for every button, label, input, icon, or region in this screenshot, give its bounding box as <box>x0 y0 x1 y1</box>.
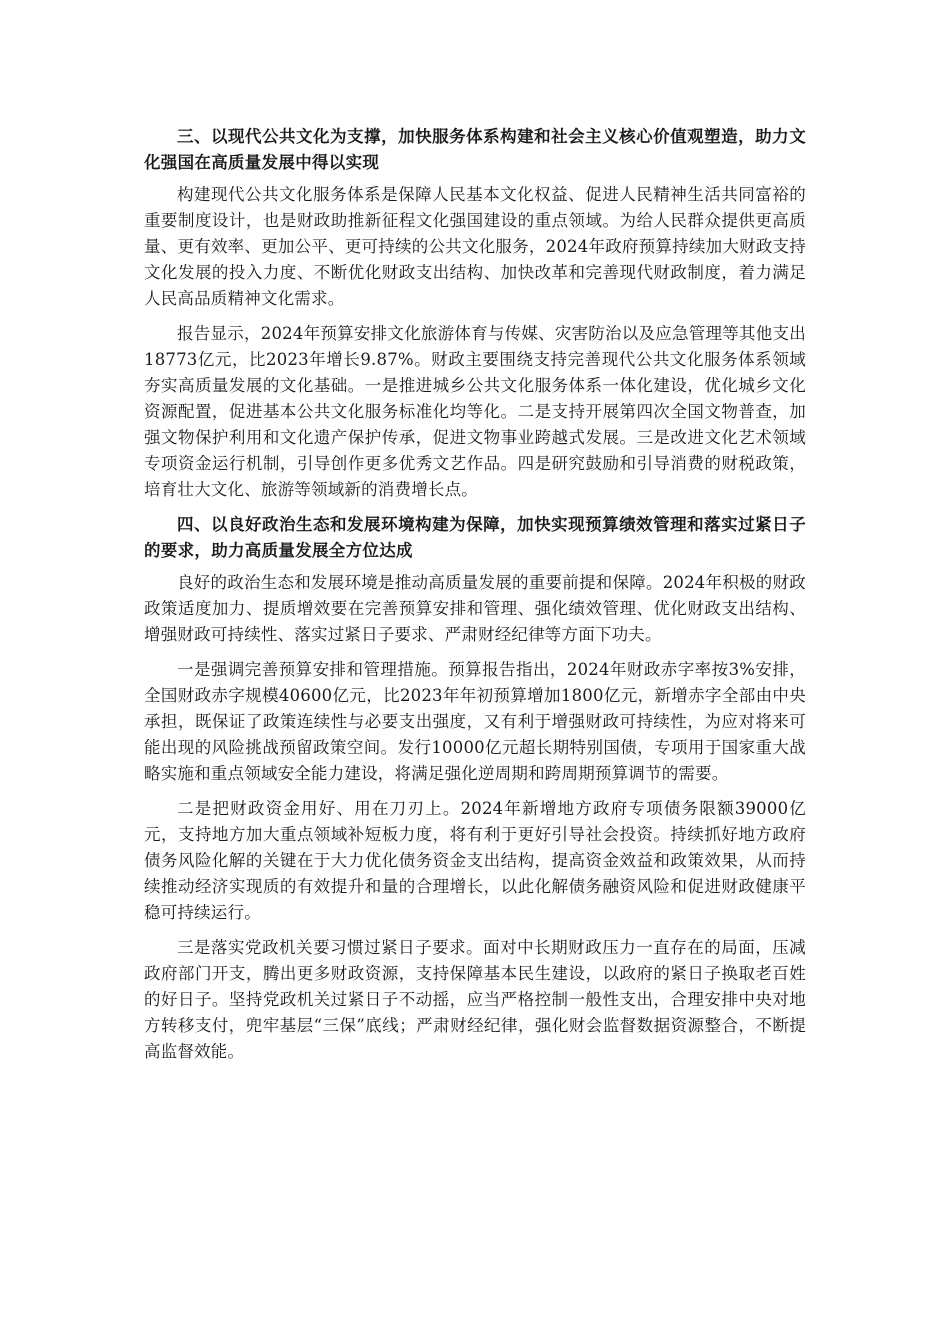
section-4-paragraph-1: 良好的政治生态和发展环境是推动高质量发展的重要前提和保障。2024年积极的财政政策适度加力、提质增效要在完善预算安排和管理、强化绩效管理、优化财政支出结构、增强财政可持续性、落实过紧日子要求、严肃财经纪律等方面下功夫。 <box>144 573 806 644</box>
section-3-paragraph-1: 构建现代公共文化服务体系是保障人民基本文化权益、促进人民精神生活共同富裕的重要制度设计，也是财政助推新征程文化强国建设的重点领域。为给人民群众提供更高质量、更有效率、更加公平、更可持续的公共文化服务，2024年政府预算持续加大财政支持文化发展的投入力度、不断优化财政支出结构、加快改革和完善现代财政制度，着力满足人民高品质精神文化需求。 <box>144 185 806 308</box>
section-3-heading: 三、以现代公共文化为支撑，加快服务体系构建和社会主义核心价值观塑造，助力文化强国在高质量发展中得以实现 <box>144 127 806 172</box>
section-3-paragraph-2: 报告显示，2024年预算安排文化旅游体育与传媒、灾害防治以及应急管理等其他支出18773亿元，比2023年增长9.87%。财政主要围绕支持完善现代公共文化服务体系领域夯实高质量发展的文化基础。一是推进城乡公共文化服务体系一体化建设，优化城乡文化资源配置，促进基本公共文化服务标准化均等化。二是支持开展第四次全国文物普查，加强文物保护利用和文化遗产保护传承，促进文物事业跨越式发展。三是改进文化艺术领域专项资金运行机制，引导创作更多优秀文艺作品。四是研究鼓励和引导消费的财税政策，培育壮大文化、旅游等领域新的消费增长点。 <box>144 324 806 499</box>
section-4-heading: 四、以良好政治生态和发展环境构建为保障，加快实现预算绩效管理和落实过紧日子的要求，助力高质量发展全方位达成 <box>144 515 806 560</box>
section-4-paragraph-3: 二是把财政资金用好、用在刀刃上。2024年新增地方政府专项债务限额39000亿元，支持地方加大重点领域补短板力度，将有利于更好引导社会投资。持续抓好地方政府债务风险化解的关键在于大力优化债务资金支出结构，提高资金效益和政策效果，从而持续推动经济实现质的有效提升和量的合理增长，以此化解债务融资风险和促进财政健康平稳可持续运行。 <box>144 799 806 922</box>
section-4-paragraph-2: 一是强调完善预算安排和管理措施。预算报告指出，2024年财政赤字率按3%安排，全国财政赤字规模40600亿元，比2023年年初预算增加1800亿元，新增赤字全部由中央承担，既保证了政策连续性与必要支出强度，又有利于增强财政可持续性，为应对将来可能出现的风险挑战预留政策空间。发行10000亿元超长期特别国债，专项用于国家重大战略实施和重点领域安全能力建设，将满足强化逆周期和跨周期预算调节的需要。 <box>144 660 806 783</box>
document-page <box>144 124 806 1065</box>
section-4-paragraph-4: 三是落实党政机关要习惯过紧日子要求。面对中长期财政压力一直存在的局面，压减政府部门开支，腾出更多财政资源，支持保障基本民生建设，以政府的紧日子换取老百姓的好日子。坚持党政机关过紧日子不动摇，应当严格控制一般性支出，合理安排中央对地方转移支付，兜牢基层“三保”底线；严肃财经纪律，强化财会监督数据资源整合，不断提高监督效能。 <box>144 938 806 1061</box>
